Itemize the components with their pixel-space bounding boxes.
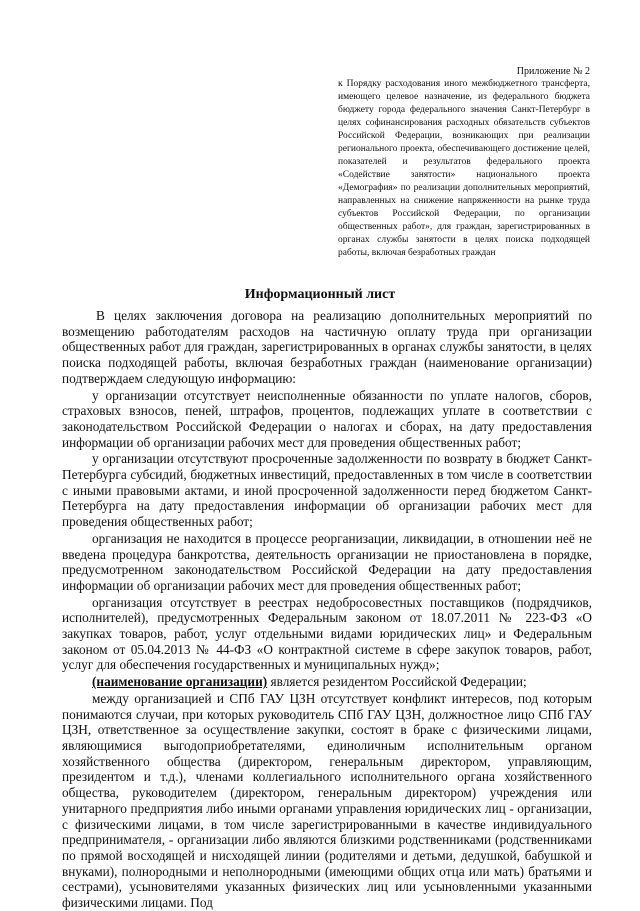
conflict-paragraph: между организацией и СПб ГАУ ЦЗН отсутствует конфликт интересов, под которым понимаются случаи, при которых руководитель СПб ГАУ ЦЗН, должностное лицо СПб ГАУ ЦЗН, ответственное за осуществление закупки, состоят в браке с физическими лицами, являющимися выгодоприобретателями, единоличным исполнительным органом хозяйственного общества (директором, генеральным директором, управляющим, президентом и т.д.), членами коллегиального исполнительного органа хозяйственного общества, руководителем (директором, генеральным директором) учреждения или унитарного предприятия либо иными органами управления юридических лиц - организации, с физическими лицами, в том числе зарегистрированными в качестве индивидуального предпринимателя, - организации либо являются близкими родственниками (родственниками по прямой восходящей и нисходящей линии (родителями и детьми, дедушкой, бабушкой и внуками), полнородными и неполнородными (имеющими общих отца или мать) братьями и сестрами), усыновителями указанных физических лиц или усыновленными указанными физическими лицами. Под: [62, 690, 592, 911]
item-registry: организация отсутствует в реестрах недобросовестных поставщиков (подрядчиков, исполнителей), предусмотренных Федеральным законом от 18.07.2011 № 223-ФЗ «О закупках товаров, работ, услуг отдельными видами юридических лиц» и Федеральным законом от 05.04.2013 № 44-ФЗ «О контрактной системе в сфере закупок товаров, работ, услуг для обеспечения государственных и муниципальных нужд»;: [62, 594, 592, 673]
document-title: Информационный лист: [244, 287, 396, 302]
appendix-label: Приложение № 2: [516, 66, 590, 77]
organization-name-placeholder: (наименование организации): [92, 674, 268, 690]
item-debts: у организации отсутствуют просроченные задолженности по возврату в бюджет Санкт-Петербурга субсидий, бюджетных инвестиций, предоставленных в том числе в соответствии с иными правовыми актами, и иной просроченной задолженности перед бюджетом Санкт-Петербурга на дату предоставления информации об организации рабочих мест для проведения общественных работ;: [62, 451, 592, 530]
document-body: [62, 308, 592, 911]
appendix-text: [338, 78, 590, 260]
intro-paragraph: В целях заключения договора на реализацию дополнительных мероприятий по возмещению работодателям расходов на частичную оплату труда при организации общественных работ для граждан, зарегистрированных в органах службы занятости, в целях поиска подходящей работы, включая безработных граждан (наименование организации) подтверждаем следующую информацию:: [62, 308, 592, 386]
item-taxes: у организации отсутствует неисполненные обязанности по уплате налогов, сборов, страховых взносов, пеней, штрафов, процентов, подлежащих уплате в соответствии с законодательством Российской Федерации о налогах и сборах, на дату предоставления информации об организации рабочих мест для проведения общественных работ;: [62, 387, 592, 450]
resident-text: является резидентом Российской Федерации;: [267, 674, 527, 690]
item-reorganization: организация не находится в процессе реорганизации, ликвидации, в отношении неё не введена процедура банкротства, деятельность организации не приостановлена в порядке, предусмотренном законодательством Российской Федерации на дату предоставления информации об организации рабочих мест для проведения общественных работ;: [62, 530, 592, 593]
appendix-body: к Порядку расходования иного межбюджетного трансферта, имеющего целевое назначение, из федерального бюджета бюджету города федерального значения Санкт-Петербург в целях софинансирования расходных обязательств субъектов Российской Федерации, возникающих при реализации регионального проекта, обеспечивающего достижение целей, показателей и результатов федерального проекта «Содействие занятости» национального проекта «Демография» по реализации дополнительных мероприятий, направленных на снижение напряженности на рынке труда субъектов Российской Федерации, по организации общественных работ», для граждан, зарегистрированных в органах службы занятости в целях поиска подходящей работы, включая безработных граждан: [338, 79, 590, 258]
resident-paragraph: [62, 674, 592, 690]
